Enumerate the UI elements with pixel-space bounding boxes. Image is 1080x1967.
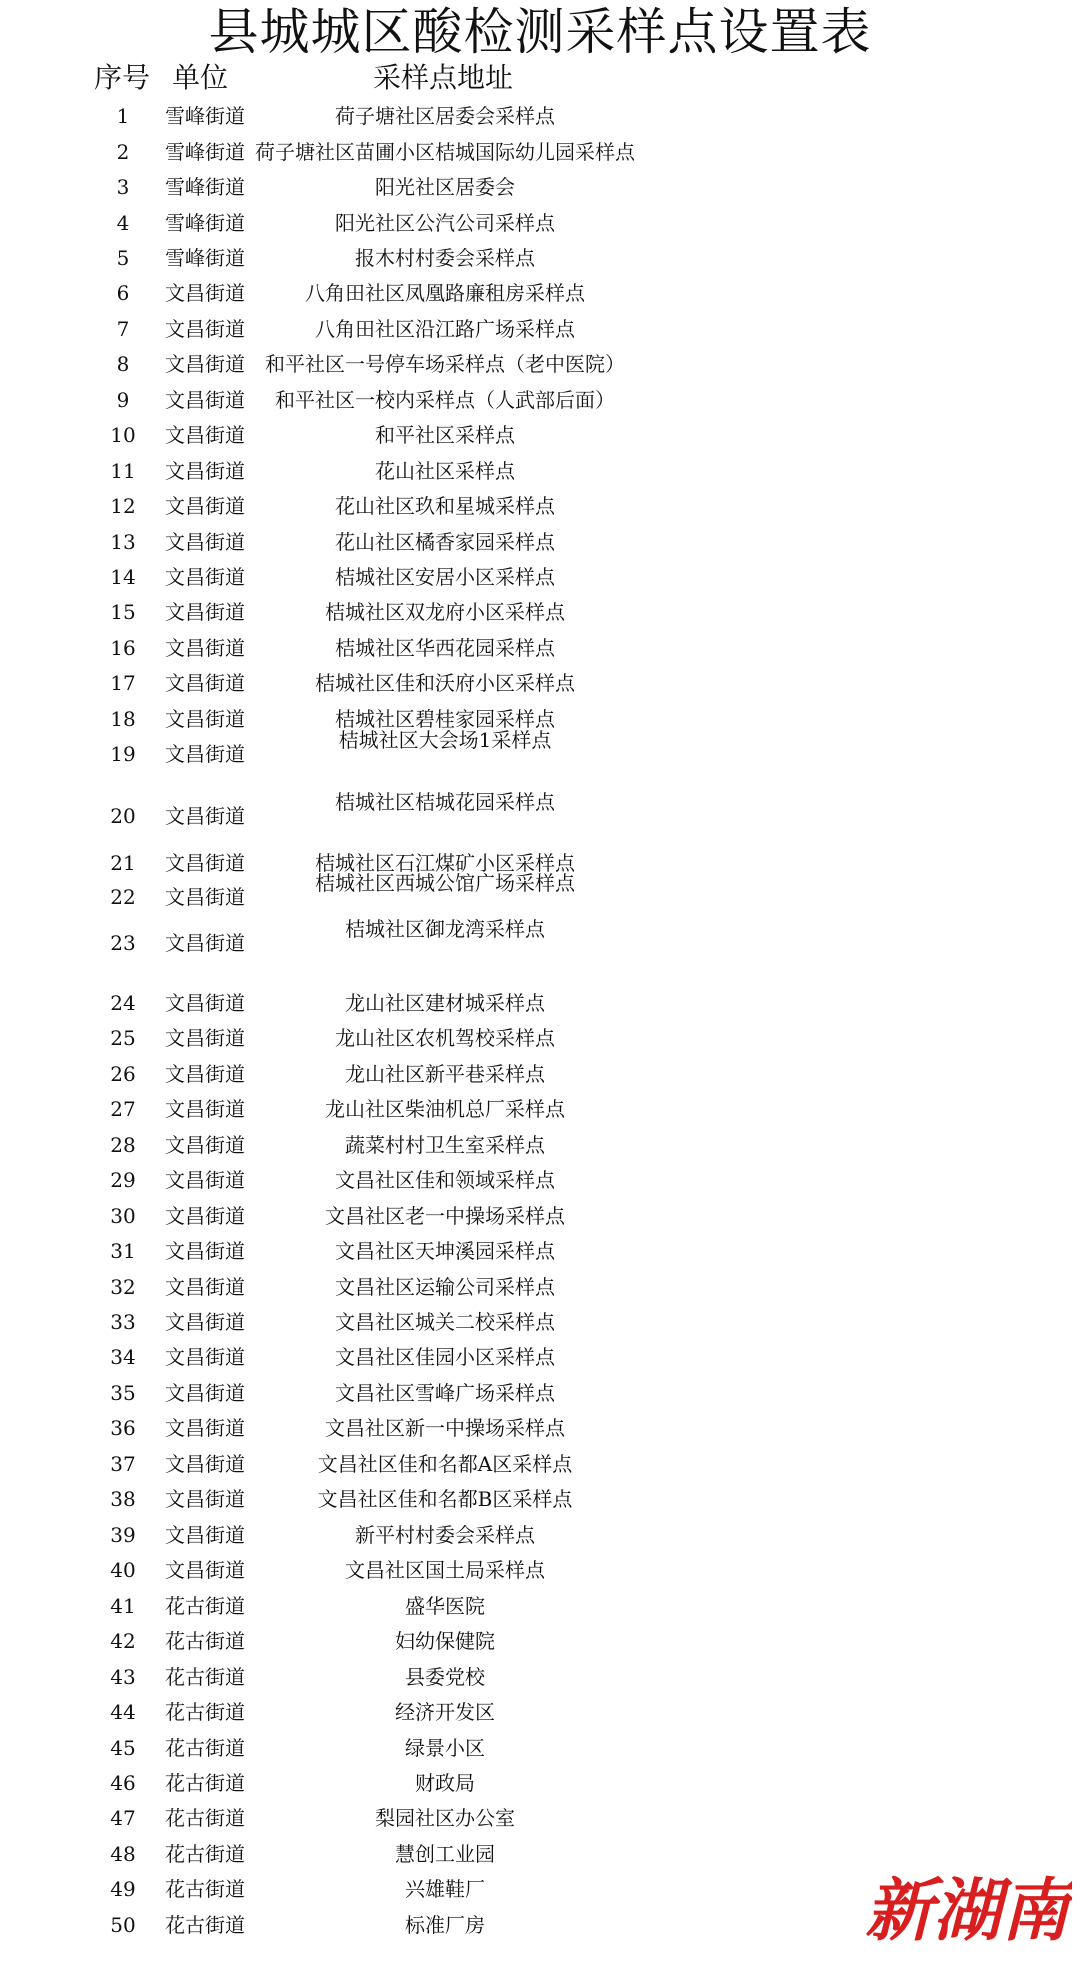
table-row [0,1590,1080,1622]
row-unit: 文昌街道 [165,1239,245,1263]
row-serial-number: 10 [110,423,136,447]
row-unit: 雪峰街道 [165,140,245,164]
table-row [0,348,1080,380]
row-serial-number: 43 [110,1665,136,1689]
row-unit: 花古街道 [165,1771,245,1795]
row-sampling-address: 文昌社区老一中操场采样点 [325,1204,565,1228]
xinhunan-logo-text: 新湖南 [864,1871,1070,1951]
row-unit: 文昌街道 [165,1133,245,1157]
row-serial-number: 26 [110,1062,136,1086]
row-sampling-address: 文昌社区佳和名都B区采样点 [317,1487,573,1511]
row-serial-number: 36 [110,1416,136,1440]
table-row [0,1058,1080,1090]
row-unit: 雪峰街道 [165,211,245,235]
row-unit: 文昌街道 [165,352,245,376]
table-row [0,490,1080,522]
row-sampling-address: 阳光社区公汽公司采样点 [335,211,555,235]
row-sampling-address: 和平社区采样点 [375,423,515,447]
table-row [0,526,1080,558]
table-row [0,100,1080,132]
table-row [0,1164,1080,1196]
table-row [0,1483,1080,1515]
row-unit: 文昌街道 [165,1381,245,1405]
table-row [0,1093,1080,1125]
row-sampling-address: 文昌社区新一中操场采样点 [325,1416,565,1440]
row-serial-number: 2 [116,140,130,164]
row-unit: 文昌街道 [165,1168,245,1192]
row-serial-number: 14 [110,565,136,589]
row-serial-number: 49 [110,1877,136,1901]
row-serial-number: 19 [110,742,136,766]
row-sampling-address: 桔城社区御龙湾采样点 [345,917,545,941]
row-sampling-address: 桔城社区安居小区采样点 [335,565,555,589]
table-row [0,1625,1080,1657]
table-row [0,667,1080,699]
table-row [0,632,1080,664]
row-sampling-address: 蔬菜村村卫生室采样点 [345,1133,545,1157]
table-row [0,1341,1080,1373]
row-serial-number: 21 [110,851,136,875]
row-unit: 文昌街道 [165,494,245,518]
row-sampling-address: 龙山社区柴油机总厂采样点 [325,1097,565,1121]
row-unit: 文昌街道 [165,1487,245,1511]
table-row [0,1696,1080,1728]
table-row [0,1554,1080,1586]
header-sampling-address: 采样点地址 [373,61,514,94]
row-unit: 文昌街道 [165,1204,245,1228]
row-unit: 花古街道 [165,1665,245,1689]
row-sampling-address: 文昌社区天坤溪园采样点 [335,1239,555,1263]
row-unit: 花古街道 [165,1806,245,1830]
row-unit: 文昌街道 [165,459,245,483]
row-unit: 花古街道 [165,1594,245,1618]
row-serial-number: 50 [110,1913,136,1937]
table-row [0,1661,1080,1693]
row-unit: 文昌街道 [165,707,245,731]
row-unit: 文昌街道 [165,423,245,447]
row-serial-number: 28 [110,1133,136,1157]
table-row [0,917,1080,959]
row-unit: 文昌街道 [165,804,245,828]
header-unit: 单位 [172,61,229,94]
row-unit: 文昌街道 [165,931,245,955]
row-unit: 文昌街道 [165,530,245,554]
row-serial-number: 47 [110,1806,136,1830]
table-row [0,1412,1080,1444]
row-serial-number: 29 [110,1168,136,1192]
row-sampling-address: 报木村村委会采样点 [355,246,535,270]
row-sampling-address: 八角田社区凤凰路廉租房采样点 [305,281,585,305]
xinhunan-logo [862,1860,1072,1955]
row-sampling-address: 龙山社区建材城采样点 [345,991,545,1015]
table-row [0,1448,1080,1480]
row-serial-number: 15 [110,600,136,624]
row-sampling-address: 慧创工业园 [395,1842,495,1866]
table-row [0,987,1080,1019]
row-unit: 文昌街道 [165,991,245,1015]
row-sampling-address: 新平村村委会采样点 [355,1523,535,1547]
row-serial-number: 20 [110,804,136,828]
row-unit: 花古街道 [165,1700,245,1724]
row-serial-number: 34 [110,1345,136,1369]
row-sampling-address: 兴雄鞋厂 [405,1877,485,1901]
table-row [0,1519,1080,1551]
row-unit: 文昌街道 [165,671,245,695]
row-sampling-address: 桔城社区西城公馆广场采样点 [315,871,575,895]
row-unit: 文昌街道 [165,388,245,412]
row-serial-number: 37 [110,1452,136,1476]
table-row [0,313,1080,345]
table-row [0,871,1080,913]
row-sampling-address: 财政局 [415,1771,475,1795]
row-unit: 雪峰街道 [165,104,245,128]
table-row [0,242,1080,274]
row-sampling-address: 花山社区采样点 [375,459,515,483]
row-serial-number: 7 [116,317,130,341]
row-serial-number: 25 [110,1026,136,1050]
row-sampling-address: 荷子塘社区苗圃小区桔城国际幼儿园采样点 [255,140,635,164]
row-unit: 文昌街道 [165,1345,245,1369]
row-unit: 花古街道 [165,1629,245,1653]
row-sampling-address: 花山社区橘香家园采样点 [335,530,555,554]
row-sampling-address: 荷子塘社区居委会采样点 [335,104,555,128]
table-row [0,277,1080,309]
row-unit: 雪峰街道 [165,175,245,199]
row-sampling-address: 桔城社区华西花园采样点 [335,636,555,660]
row-sampling-address: 桔城社区石江煤矿小区采样点 [315,851,575,875]
row-unit: 花古街道 [165,1877,245,1901]
table-row [0,207,1080,239]
table-row [0,171,1080,203]
table-row [0,1022,1080,1054]
row-unit: 文昌街道 [165,885,245,909]
row-unit: 文昌街道 [165,851,245,875]
row-unit: 文昌街道 [165,1097,245,1121]
row-unit: 文昌街道 [165,742,245,766]
row-serial-number: 44 [110,1700,136,1724]
row-sampling-address: 文昌社区佳和名都A区采样点 [317,1452,573,1476]
table-row [0,1200,1080,1232]
row-serial-number: 16 [110,636,136,660]
row-unit: 花古街道 [165,1736,245,1760]
row-sampling-address: 桔城社区双龙府小区采样点 [325,600,565,624]
header-serial-number: 序号 [94,61,151,94]
row-unit: 文昌街道 [165,1026,245,1050]
row-sampling-address: 文昌社区运输公司采样点 [335,1275,555,1299]
row-serial-number: 23 [110,931,136,955]
table-row [0,1306,1080,1338]
row-sampling-address: 桔城社区桔城花园采样点 [335,790,555,814]
document-title: 县城城区酸检测采样点设置表 [208,3,872,61]
row-serial-number: 48 [110,1842,136,1866]
row-unit: 文昌街道 [165,1558,245,1582]
row-sampling-address: 桔城社区大会场1采样点 [338,728,552,752]
row-serial-number: 18 [110,707,136,731]
row-serial-number: 35 [110,1381,136,1405]
row-sampling-address: 龙山社区农机驾校采样点 [335,1026,555,1050]
table-row [0,790,1080,832]
row-serial-number: 41 [110,1594,136,1618]
row-unit: 文昌街道 [165,1310,245,1334]
row-unit: 雪峰街道 [165,246,245,270]
row-serial-number: 4 [116,211,130,235]
row-sampling-address: 八角田社区沿江路广场采样点 [315,317,575,341]
row-unit: 文昌街道 [165,1523,245,1547]
row-sampling-address: 桔城社区碧桂家园采样点 [335,707,555,731]
row-serial-number: 17 [110,671,136,695]
row-serial-number: 30 [110,1204,136,1228]
row-unit: 文昌街道 [165,600,245,624]
table-row [0,596,1080,628]
row-unit: 文昌街道 [165,317,245,341]
row-serial-number: 40 [110,1558,136,1582]
row-serial-number: 32 [110,1275,136,1299]
row-serial-number: 8 [116,352,130,376]
row-unit: 文昌街道 [165,1416,245,1440]
row-sampling-address: 经济开发区 [395,1700,495,1724]
table-row [0,455,1080,487]
row-unit: 文昌街道 [165,281,245,305]
row-serial-number: 3 [116,175,130,199]
row-sampling-address: 文昌社区城关二校采样点 [335,1310,555,1334]
row-unit: 文昌街道 [165,636,245,660]
row-serial-number: 24 [110,991,136,1015]
row-sampling-address: 文昌社区国土局采样点 [345,1558,545,1582]
row-sampling-address: 县委党校 [405,1665,485,1689]
table-row [0,136,1080,168]
row-serial-number: 42 [110,1629,136,1653]
row-serial-number: 31 [110,1239,136,1263]
row-serial-number: 11 [110,459,136,483]
row-sampling-address: 文昌社区雪峰广场采样点 [335,1381,555,1405]
row-unit: 文昌街道 [165,1452,245,1476]
row-unit: 文昌街道 [165,1062,245,1086]
row-unit: 文昌街道 [165,1275,245,1299]
row-sampling-address: 标准厂房 [405,1913,485,1937]
row-serial-number: 39 [110,1523,136,1547]
table-row [0,1377,1080,1409]
row-serial-number: 5 [116,246,130,270]
row-unit: 文昌街道 [165,565,245,589]
table-row [0,561,1080,593]
row-sampling-address: 绿景小区 [405,1736,485,1760]
row-serial-number: 1 [116,104,130,128]
row-unit: 花古街道 [165,1913,245,1937]
table-row [0,419,1080,451]
row-serial-number: 38 [110,1487,136,1511]
row-serial-number: 46 [110,1771,136,1795]
row-sampling-address: 和平社区一校内采样点（人武部后面） [275,388,615,412]
row-sampling-address: 盛华医院 [405,1594,485,1618]
table-row [0,1235,1080,1267]
row-serial-number: 12 [110,494,136,518]
row-sampling-address: 和平社区一号停车场采样点（老中医院） [265,352,625,376]
row-sampling-address: 文昌社区佳和领域采样点 [335,1168,555,1192]
row-sampling-address: 龙山社区新平巷采样点 [345,1062,545,1086]
table-row [0,1271,1080,1303]
row-serial-number: 33 [110,1310,136,1334]
row-serial-number: 13 [110,530,136,554]
row-unit: 花古街道 [165,1842,245,1866]
table-row [0,728,1080,770]
row-sampling-address: 妇幼保健院 [395,1629,495,1653]
row-serial-number: 22 [110,885,136,909]
row-sampling-address: 阳光社区居委会 [375,175,515,199]
row-serial-number: 45 [110,1736,136,1760]
table-row [0,384,1080,416]
row-serial-number: 6 [116,281,130,305]
row-sampling-address: 桔城社区佳和沃府小区采样点 [315,671,575,695]
row-sampling-address: 花山社区玖和星城采样点 [335,494,555,518]
row-serial-number: 27 [110,1097,136,1121]
row-sampling-address: 梨园社区办公室 [375,1806,515,1830]
table-row [0,1802,1080,1834]
row-sampling-address: 文昌社区佳园小区采样点 [335,1345,555,1369]
table-row [0,1732,1080,1764]
table-row [0,1767,1080,1799]
row-serial-number: 9 [116,388,130,412]
table-row [0,1129,1080,1161]
